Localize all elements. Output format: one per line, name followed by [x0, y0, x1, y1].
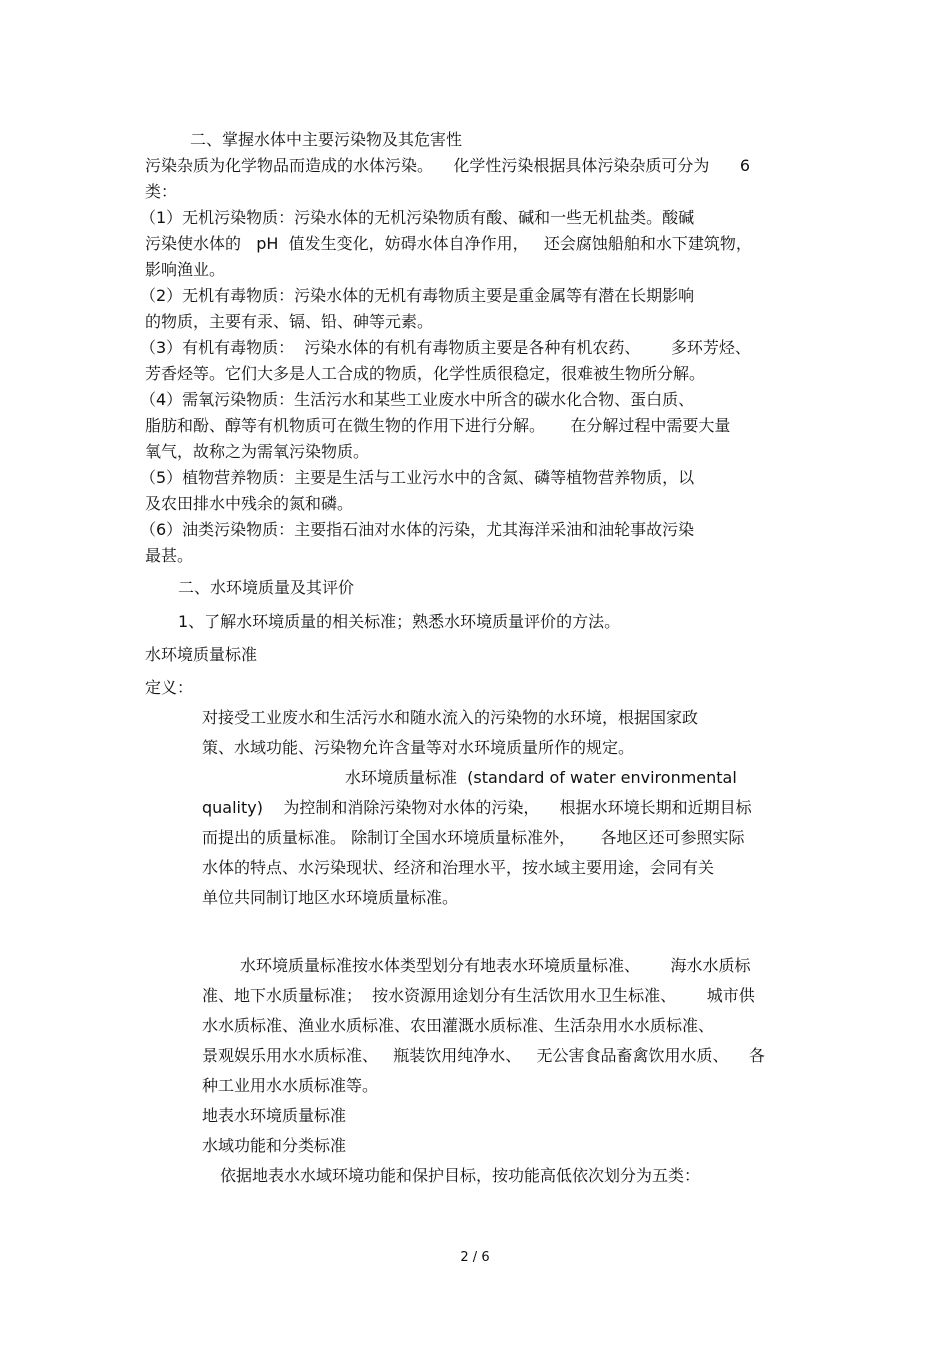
text-line: （6）油类污染物质：主要指石油对水体的污染，尤其海洋采油和油轮事故污染 [140, 520, 695, 539]
text-line: 水域功能和分类标准 [202, 1136, 347, 1155]
text-line: 氧气，故称之为需氧污染物质。 [145, 442, 370, 461]
text-line: 影响渔业。 [145, 260, 226, 279]
text-line: 策、水域功能、污染物允许含量等对水环境质量所作的规定。 [202, 738, 635, 757]
text-line: 类： [145, 182, 178, 201]
text-line: 芳香烃等。它们大多是人工合成的物质，化学性质很稳定，很难被生物所分解。 [145, 364, 706, 383]
text-line: 脂肪和酚、醇等有机物质可在微生物的作用下进行分解。 在分解过程中需要大量 [145, 416, 731, 435]
text-line: 水体的特点、水污染现状、经济和治理水平，按水域主要用途，会同有关 [202, 858, 715, 877]
text-line: 对接受工业废水和生活污水和随水流入的污染物的水环境，根据国家政 [202, 708, 699, 727]
text-line: （5）植物营养物质：主要是生活与工业污水中的含氮、磷等植物营养物质，以 [140, 468, 695, 487]
text-line: 及农田排水中残余的氮和磷。 [145, 494, 354, 513]
text-line: 水水质标准、渔业水质标准、农田灌溉水质标准、生活杂用水水质标准、 [202, 1016, 715, 1035]
section-heading: 二、掌握水体中主要污染物及其危害性 [190, 130, 463, 149]
text-line: （2）无机有毒物质：污染水体的无机有毒物质主要是重金属等有潜在长期影响 [140, 286, 695, 305]
text-line: 而提出的质量标准。 除制订全国水环境质量标准外， 各地区还可参照实际 [202, 828, 745, 847]
text-line: （4）需氧污染物质：生活污水和某些工业废水中所含的碳水化合物、蛋白质、 [140, 390, 695, 409]
text-line: 种工业用水水质标准等。 [202, 1076, 379, 1095]
text-line: 污染杂质为化学物品而造成的水体污染。 化学性污染根据具体污染杂质可分为 6 [145, 156, 751, 175]
text-line: 水环境质量标准 [145, 645, 258, 664]
text-line: 准、地下水质量标准； 按水资源用途划分有生活饮用水卫生标准、 城市供 [202, 986, 755, 1005]
text-line: 地表水环境质量标准 [202, 1106, 347, 1125]
text-line: 水环境质量标准按水体类型划分有地表水环境质量标准、 海水水质标 [240, 956, 751, 975]
page-number: 2 / 6 [460, 1250, 490, 1265]
subsection-heading: 1、了解水环境质量的相关标准；熟悉水环境质量评价的方法。 [178, 612, 621, 631]
text-line: （3）有机有毒物质： 污染水体的有机有毒物质主要是各种有机农药、 多环芳烃、 [140, 338, 751, 357]
text-line: 依据地表水水域环境功能和保护目标，按功能高低依次划分为五类： [220, 1166, 701, 1185]
section-heading: 二、水环境质量及其评价 [178, 578, 355, 597]
text-line: 定义： [145, 678, 194, 697]
text-line: quality) 为控制和消除污染物对水体的污染， 根据水环境长期和近期目标 [202, 798, 752, 817]
text-line: 最甚。 [145, 546, 194, 565]
text-line: 水环境质量标准 (standard of water environmental [345, 768, 737, 787]
text-line: 的物质，主要有汞、镉、铅、砷等元素。 [145, 312, 434, 331]
text-line: 单位共同制订地区水环境质量标准。 [202, 888, 459, 907]
text-line: 污染使水体的 pH 值发生变化，妨碍水体自净作用， 还会腐蚀船舶和水下建筑物， [145, 234, 752, 253]
text-line: （1）无机污染物质：污染水体的无机污染物质有酸、碱和一些无机盐类。酸碱 [140, 208, 695, 227]
text-line: 景观娱乐用水水质标准、 瓶装饮用纯净水、 无公害食品畜禽饮用水质、 各 [202, 1046, 765, 1065]
